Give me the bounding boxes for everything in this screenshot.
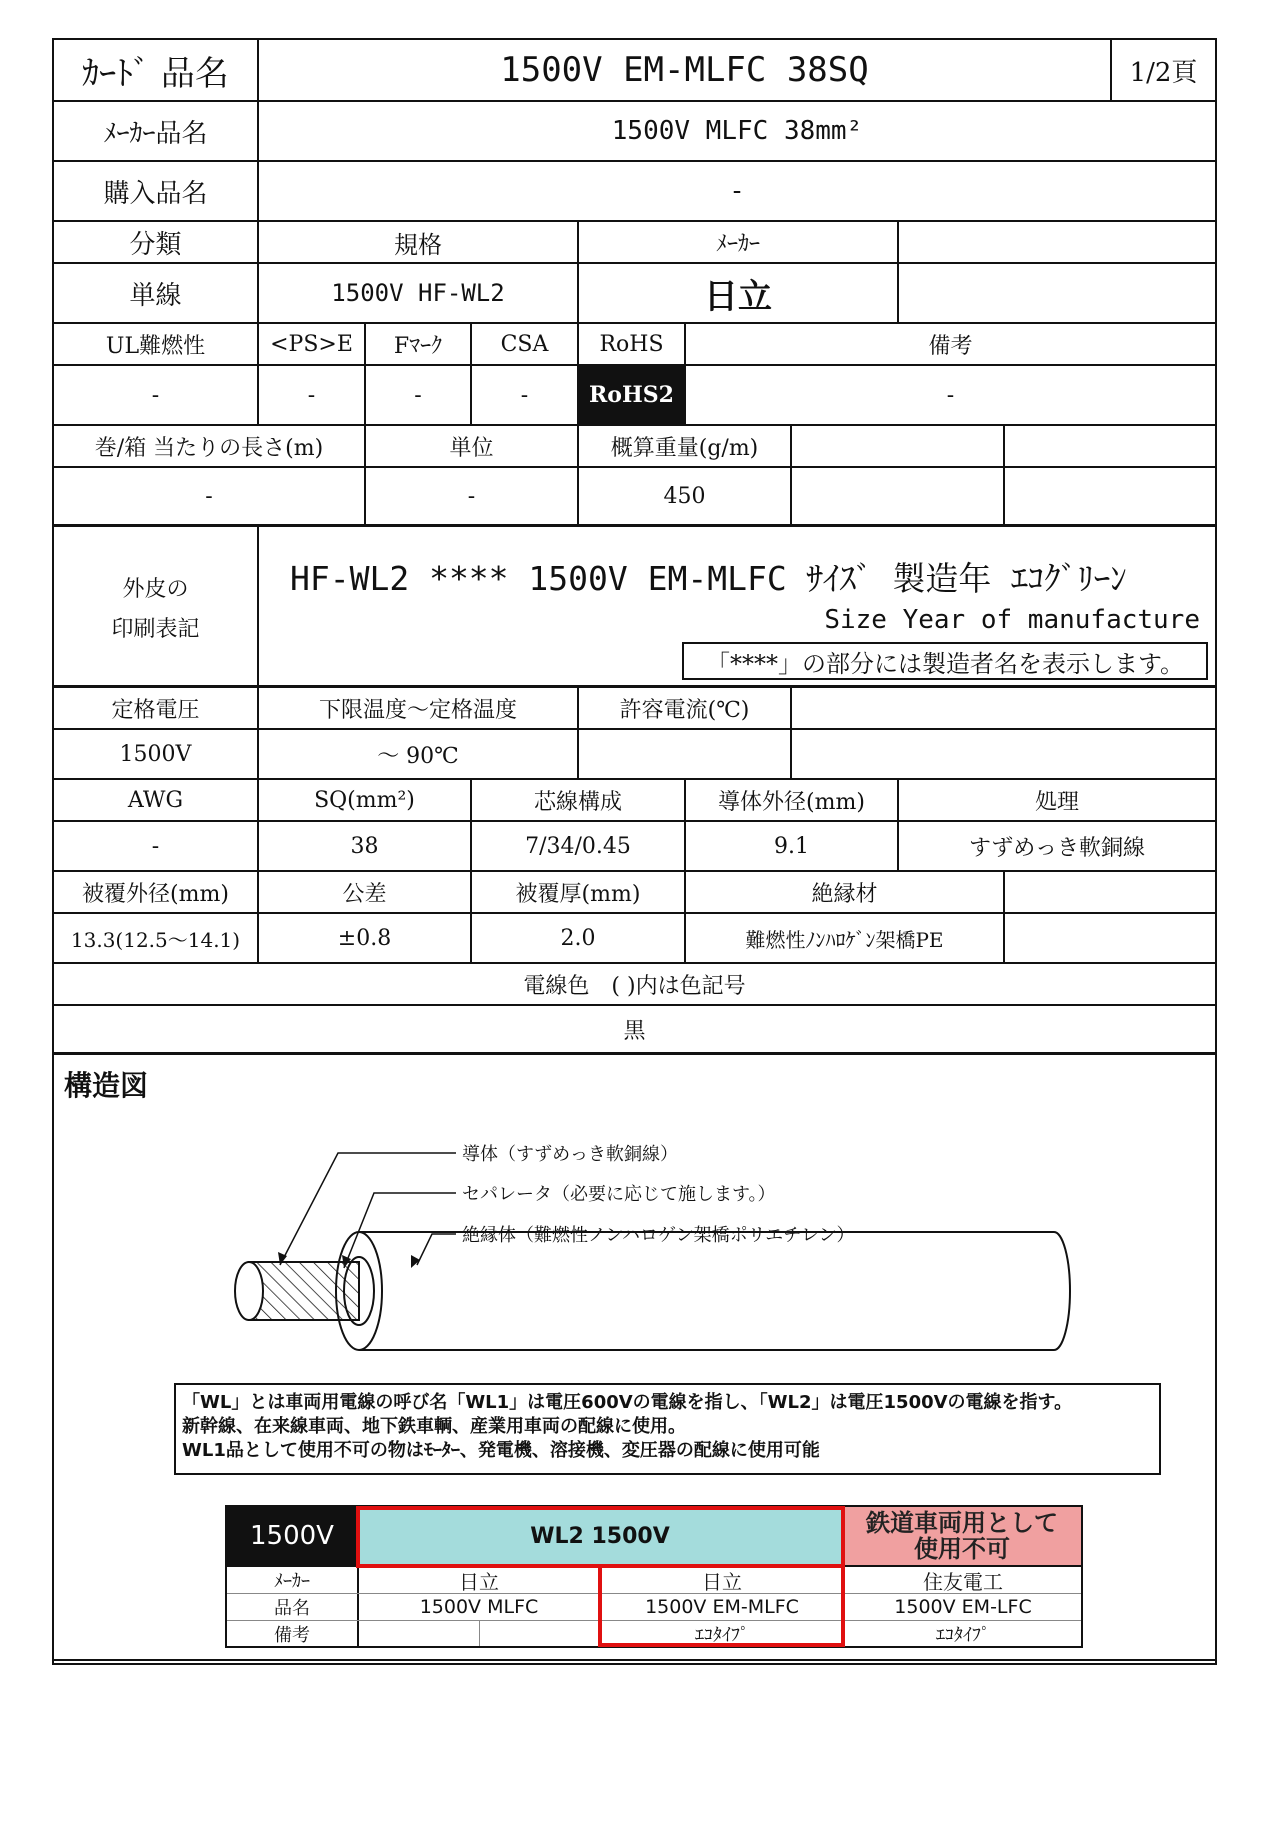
comparison-group: WL2 1500V (357, 1507, 843, 1565)
ps-value: - (307, 382, 316, 408)
comparison-row-label-product: 品名 (274, 1598, 310, 1619)
voltage-value: 1500V (119, 741, 192, 767)
strand-label: 芯線構成 (533, 789, 622, 815)
purchase-name-label: 購入品名 (103, 178, 208, 209)
length-label: 巻/箱 当たりの長さ(m) (94, 435, 324, 461)
strand-value: 7/34/0.45 (525, 833, 631, 859)
maker-name-value: 1500V MLFC 38mm² (611, 116, 863, 146)
bottom-rule (54, 1659, 1215, 1661)
row-line (54, 1052, 1215, 1055)
outer-diameter-label: 被覆外径(mm) (82, 881, 229, 907)
temperature-value: ～ 90℃ (377, 743, 459, 769)
awg-value: - (151, 833, 160, 859)
material-label: 絶縁材 (811, 881, 878, 907)
maker-value: 日立 (704, 276, 772, 317)
divider (790, 688, 792, 778)
cable-structure-diagram (54, 1060, 1214, 1380)
comparison-product-3: 1500V EM-LFC (894, 1596, 1032, 1618)
weight-value: 450 (663, 483, 706, 509)
comparison-voltage: 1500V (227, 1507, 357, 1565)
current-value (579, 730, 790, 778)
comparison-not-allowed (843, 1507, 1081, 1565)
conductor-body (249, 1262, 359, 1320)
highlight-selected-product (598, 1564, 845, 1647)
thickness-value: 2.0 (560, 925, 596, 951)
wl-note-box (174, 1383, 1161, 1475)
purchase-name-value: - (732, 176, 742, 206)
spec-value: 1500V HF-WL2 (331, 279, 505, 307)
category-label: 分類 (129, 229, 182, 260)
divider (1003, 426, 1005, 524)
diameter-label: 導体外径(mm) (718, 789, 865, 815)
f-mark-label: Fﾏｰｸ (393, 333, 443, 359)
callout-separator: セパレータ（必要に応じて施します。） (462, 1184, 776, 1205)
structure-title: 構造図 (64, 1069, 149, 1102)
wl-note-line1: 「WL」とは車両用電線の呼び名「WL1」は電圧600Vの電線を指し、「WL2」は電圧1500Vの電線を指す。 (182, 1392, 1073, 1413)
ul-label: UL難燃性 (105, 333, 206, 359)
diameter-value: 9.1 (774, 833, 809, 859)
comparison-note-1 (359, 1621, 599, 1646)
conductor-end (235, 1262, 263, 1320)
printing-label-line1: 外皮の (122, 576, 189, 602)
printing-line1: HF-WL2 **** 1500V EM-MLFC ｻｲｽﾞ 製造年 ｴｺｸﾞﾘｰﾝ (290, 558, 1127, 598)
csa-label: CSA (500, 331, 549, 357)
weight-label: 概算重量(g/m) (610, 435, 759, 461)
tolerance-label: 公差 (342, 881, 387, 907)
ul-value: - (151, 382, 160, 408)
awg-label: AWG (127, 787, 184, 813)
insulation-body (359, 1232, 1070, 1350)
comparison-row-label-maker: ﾒｰｶｰ (274, 1571, 310, 1592)
f-mark-value: - (414, 382, 422, 408)
material-value: 難燃性ﾉﾝﾊﾛｹﾞﾝ架橋PE (745, 927, 944, 952)
row-line (54, 524, 1215, 527)
color-value: 黒 (623, 1018, 646, 1044)
tolerance-value: ±0.8 (337, 925, 392, 951)
wl-note-line2: 新幹線、在来線車両、地下鉄車輌、産業用車両の配線に使用。 (182, 1416, 686, 1437)
maker-label: ﾒｰｶｰ (715, 231, 760, 257)
treatment-label: 処理 (1034, 789, 1079, 815)
callout-insulation: 絶縁体（難燃性ノンハロゲン架橋ポリエチレン） (462, 1225, 855, 1246)
ps-label: <PS>E (270, 331, 353, 357)
current-label: 許容電流(℃) (619, 697, 750, 723)
remarks-value: - (946, 382, 955, 408)
unit-value: - (467, 483, 476, 509)
maker-name-label: ﾒｰｶｰ品名 (103, 118, 208, 149)
comparison-note-2: ｴｺﾀｲﾌﾟ (695, 1624, 749, 1646)
comparison-product-2: 1500V EM-MLFC (645, 1596, 799, 1618)
comparison-maker-1: 日立 (459, 1569, 499, 1594)
outer-diameter-value: 13.3(12.5～14.1) (70, 927, 241, 952)
comparison-maker-2: 日立 (702, 1569, 742, 1594)
sq-label: SQ(mm²) (314, 787, 415, 813)
treatment-value: すずめっき軟銅線 (968, 835, 1145, 861)
category-value: 単線 (129, 280, 182, 311)
comparison-row-label-note: 備考 (274, 1624, 310, 1646)
comparison-product-1: 1500V MLFC (419, 1596, 539, 1618)
printing-note: 「****」の部分には製造者名を表示します。 (682, 642, 1208, 680)
card-name-value: 1500V EM-MLFC 38SQ (500, 50, 869, 90)
color-label: 電線色 ( )内は色記号 (523, 973, 746, 999)
voltage-label: 定格電圧 (111, 697, 200, 723)
comparison-note-3: ｴｺﾀｲﾌﾟ (936, 1624, 990, 1646)
divider (257, 527, 259, 685)
divider (897, 222, 899, 322)
divider (1003, 872, 1005, 962)
unit-label: 単位 (449, 435, 494, 461)
sq-value: 38 (350, 833, 379, 859)
not-allowed-text: 鉄道車両用として使用不可 (866, 1508, 1058, 1563)
printing-label-line2: 印刷表記 (111, 616, 200, 642)
printing-line2: Size Year of manufacture (824, 605, 1200, 635)
comparison-maker-3: 住友電工 (923, 1569, 1003, 1594)
highlight-wl2-group (356, 1506, 845, 1568)
csa-value: - (520, 382, 529, 408)
page-number: 1/2頁 (1129, 57, 1198, 88)
rohs-badge: RoHS2 (579, 366, 684, 424)
divider (790, 426, 792, 524)
callout-conductor: 導体（すずめっき軟銅線） (462, 1144, 678, 1165)
length-value: - (205, 483, 213, 509)
remarks-label: 備考 (928, 333, 973, 359)
thickness-label: 被覆厚(mm) (515, 881, 641, 907)
temperature-label: 下限温度～定格温度 (318, 697, 517, 723)
spec-label: 規格 (394, 230, 442, 259)
wl-note-line3: WL1品として使用不可の物はﾓｰﾀｰ、発電機、溶接機、変圧器の配線に使用可能 (182, 1440, 820, 1461)
rohs-label: RoHS (599, 331, 664, 357)
card-name-label: ｶｰﾄﾞ 品名 (82, 53, 229, 94)
